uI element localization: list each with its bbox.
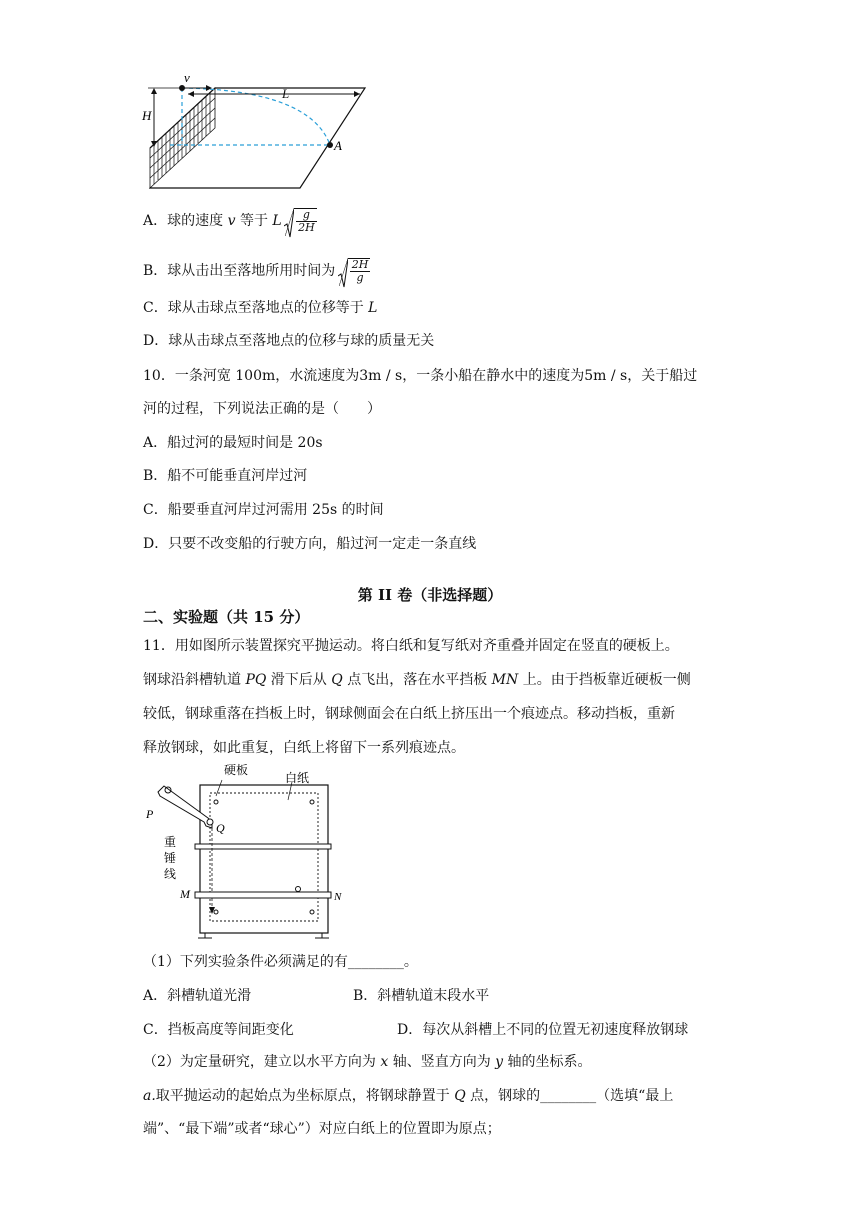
q10-option-b: B．船不可能垂直河岸过河 <box>143 468 308 484</box>
q10-stem-line1: 10．一条河宽 100m，水流速度为3m / s，一条小船在静水中的速度为5m / s，关于船过 <box>143 368 698 384</box>
label-plumb-1: 重 <box>164 835 177 849</box>
q10-option-c: C．船要垂直河岸过河需用 25s 的时间 <box>143 502 384 518</box>
label-hardboard: 硬板 <box>224 763 249 777</box>
q11-line1: 11．用如图所示装置探究平抛运动。将白纸和复写纸对齐重叠并固定在竖直的硬板上。 <box>143 638 679 654</box>
label-plumb-2: 锤 <box>164 851 177 865</box>
sqrt-symbol: $\frac{2H}{g}$ <box>348 258 371 284</box>
label-H: H <box>142 108 152 123</box>
section-title: 二、实验题（共 15 分） <box>143 608 310 626</box>
label-v: v <box>184 70 190 85</box>
q11-sub1-option-b: B．斜槽轨道末段水平 <box>353 988 490 1004</box>
label-N: N <box>334 891 342 903</box>
label-Q: Q <box>216 821 225 835</box>
q9-option-c: C．球从击球点至落地点的位移等于 L <box>143 300 378 316</box>
q11-line4: 释放钢球，如此重复，白纸上将留下一系列痕迹点。 <box>143 740 465 756</box>
q9-option-a: A．球的速度 v 等于 L $\frac{g}{2H}$ <box>143 208 317 234</box>
q11-sub1-option-a: A．斜槽轨道光滑 <box>143 988 252 1004</box>
part2-title: 第 II 卷（非选择题） <box>357 586 503 604</box>
q10-option-d: D．只要不改变船的行驶方向，船过河一定走一条直线 <box>143 536 477 552</box>
q11-sub2a-line2: 端”、“最下端”或者“球心”）对应白纸上的位置即为原点； <box>143 1121 501 1137</box>
q9-option-b: B．球从击出至落地所用时间为 $\frac{2H}{g}$ <box>143 258 370 284</box>
q11-line3: 较低，钢球重落在挡板上时，钢球侧面会在白纸上挤压出一个痕迹点。移动挡板，重新 <box>143 706 675 722</box>
apparatus-figure <box>140 760 350 940</box>
q11-sub2: （2）为定量研究，建立以水平方向为 x 轴、竖直方向为 y 轴的坐标系。 <box>143 1054 592 1070</box>
label-M: M <box>180 887 190 901</box>
q11-sub1-option-c: C．挡板高度等间距变化 <box>143 1022 294 1038</box>
q11-sub1: （1）下列实验条件必须满足的有________。 <box>143 954 418 970</box>
label-paper: 白纸 <box>285 771 310 785</box>
q10-option-a: A．船过河的最短时间是 20s <box>143 435 323 451</box>
sqrt-symbol: $\frac{g}{2H}$ <box>294 208 317 234</box>
q11-sub2a-line1: a.取平抛运动的起始点为坐标原点，将钢球静置于 Q 点，钢球的________（选填“最上 <box>143 1088 674 1104</box>
label-L: L <box>282 86 290 101</box>
q11-sub1-option-d: D．每次从斜槽上不同的位置无初速度释放钢球 <box>397 1022 689 1038</box>
label-A: A <box>334 138 342 153</box>
q11-line2: 钢球沿斜槽轨道 PQ 滑下后从 Q 点飞出，落在水平挡板 MN 上。由于挡板靠近硬板一侧 <box>143 672 691 688</box>
q10-stem-line2: 河的过程，下列说法正确的是（ ） <box>143 401 381 417</box>
table-tennis-figure <box>140 70 380 195</box>
q9-option-d: D．球从击球点至落地点的位移与球的质量无关 <box>143 333 435 349</box>
label-plumb-3: 线 <box>164 867 177 881</box>
label-P: P <box>146 807 154 821</box>
